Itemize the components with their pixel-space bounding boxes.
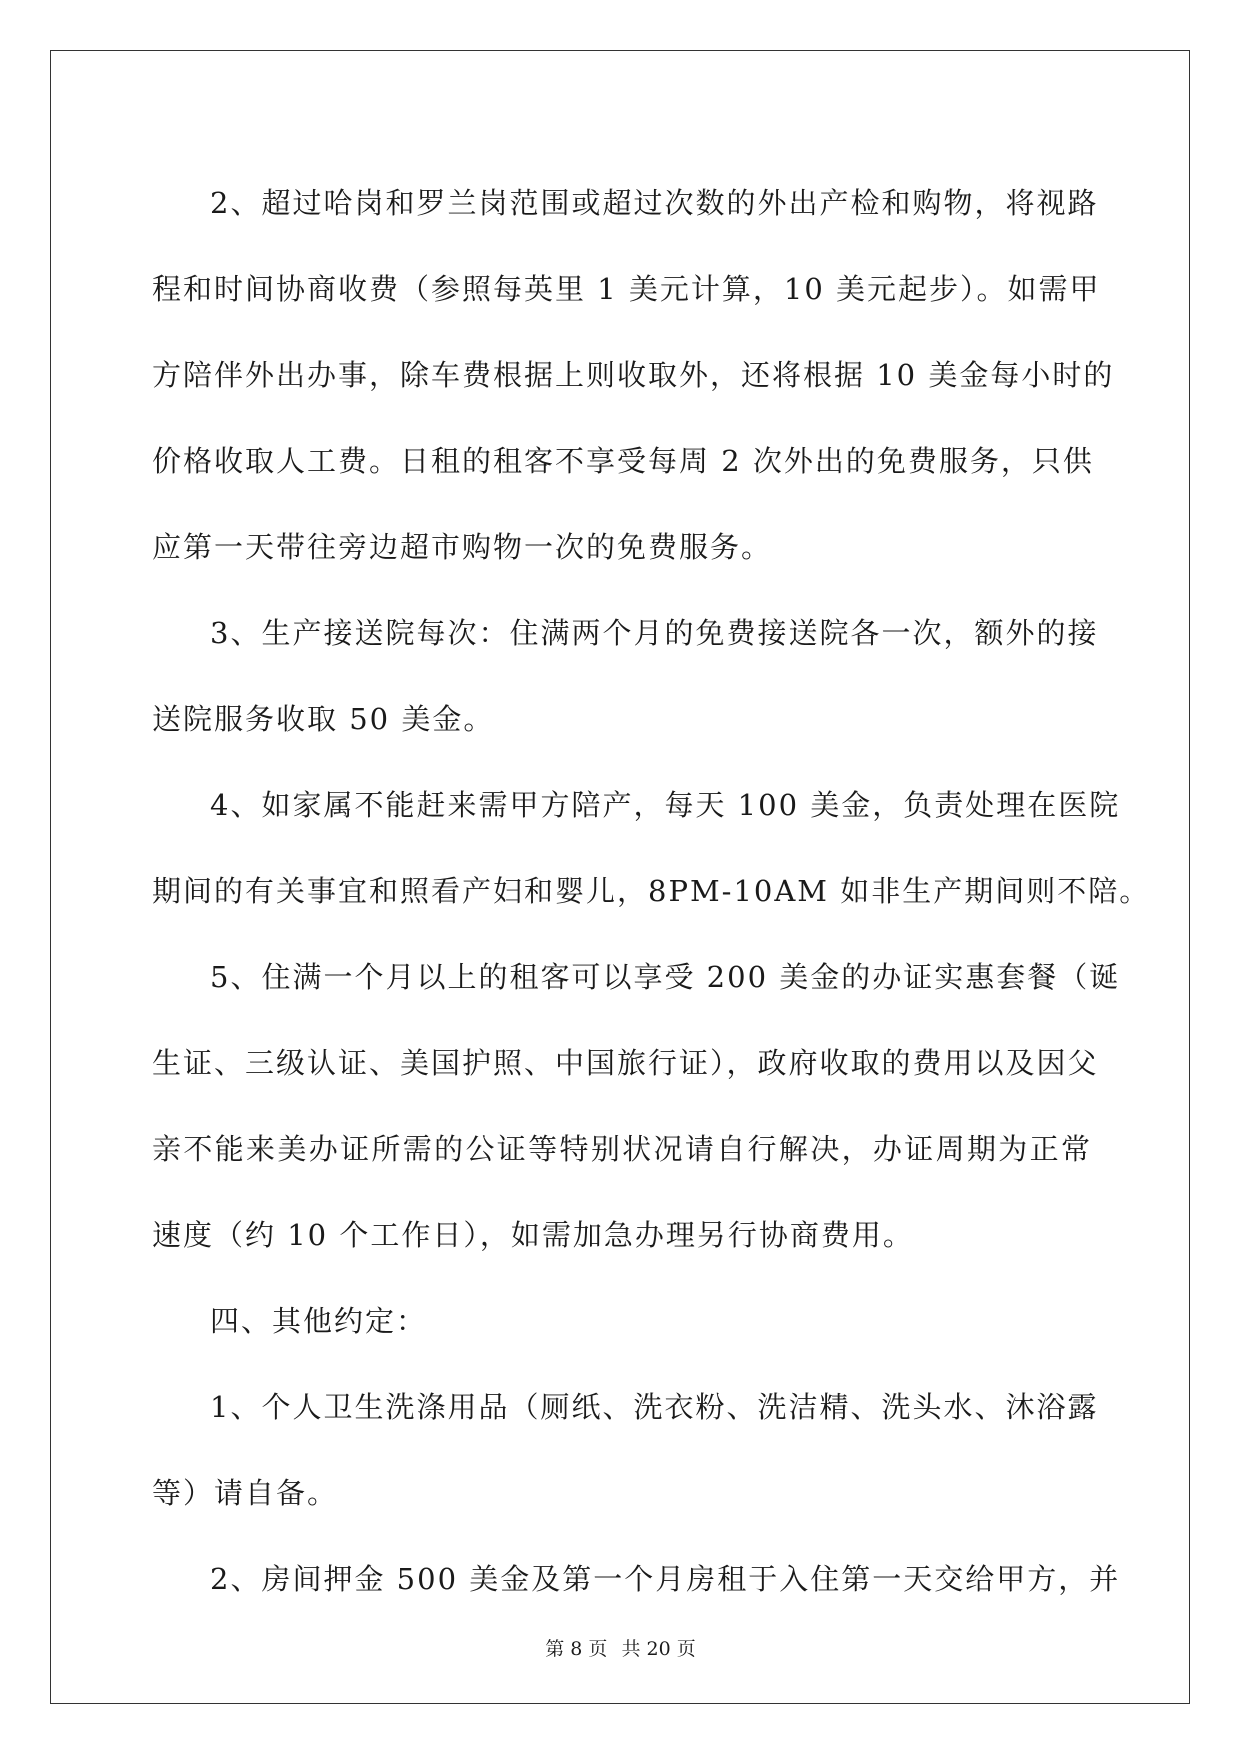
- section-heading-other-terms: [152, 1278, 1092, 1364]
- paragraph-item-1-toiletries: [152, 1364, 1099, 1536]
- text-line: 3、生产接送院每次：住满两个月的免费接送院各一次，额外的接: [210, 616, 1099, 650]
- text-line: 亲不能来美办证所需的公证等特别状况请自行解决，办证周期为正常: [152, 1132, 1092, 1166]
- paragraph-item-2-fees: [152, 160, 1115, 590]
- page-footer: [0, 1634, 1241, 1661]
- text-line: 生证、三级认证、美国护照、中国旅行证），政府收取的费用以及因父: [152, 1046, 1099, 1080]
- page-number: 第 8 页: [545, 1638, 608, 1660]
- text-line: 程和时间协商收费（参照每英里 1 美元计算，10 美元起步）。如需甲: [152, 272, 1101, 306]
- text-line: 价格收取人工费。日租的租客不享受每周 2 次外出的免费服务，只供: [152, 444, 1094, 478]
- text-line: 等）请自备。: [152, 1476, 339, 1510]
- paragraph-item-2-deposit: [152, 1536, 1121, 1622]
- text-line: 4、如家属不能赶来需甲方陪产，每天 100 美金，负责处理在医院: [210, 788, 1121, 822]
- text-line: 速度（约 10 个工作日），如需加急办理另行协商费用。: [152, 1218, 914, 1252]
- text-line: 应第一天带往旁边超市购物一次的免费服务。: [152, 530, 773, 564]
- paragraph-item-5-documents: [152, 934, 1121, 1278]
- paragraph-item-4-accompany: [152, 762, 1151, 934]
- text-line: 2、房间押金 500 美金及第一个月房租于入住第一天交给甲方，并: [210, 1562, 1121, 1596]
- paragraph-item-3-hospital-transport: [152, 590, 1099, 762]
- text-line: 期间的有关事宜和照看产妇和婴儿，8PM-10AM 如非生产期间则不陪。: [152, 874, 1151, 908]
- text-line: 四、其他约定：: [210, 1304, 428, 1338]
- text-line: 送院服务收取 50 美金。: [152, 702, 495, 736]
- text-line: 1、个人卫生洗涤用品（厕纸、洗衣粉、洗洁精、洗头水、沐浴露: [210, 1390, 1099, 1424]
- page-total: 共 20 页: [621, 1638, 696, 1660]
- document-body: [152, 160, 1151, 1622]
- text-line: 5、住满一个月以上的租客可以享受 200 美金的办证实惠套餐（诞: [210, 960, 1121, 994]
- text-line: 方陪伴外出办事，除车费根据上则收取外，还将根据 10 美金每小时的: [152, 358, 1115, 392]
- text-line: 2、超过哈岗和罗兰岗范围或超过次数的外出产检和购物，将视路: [210, 186, 1099, 220]
